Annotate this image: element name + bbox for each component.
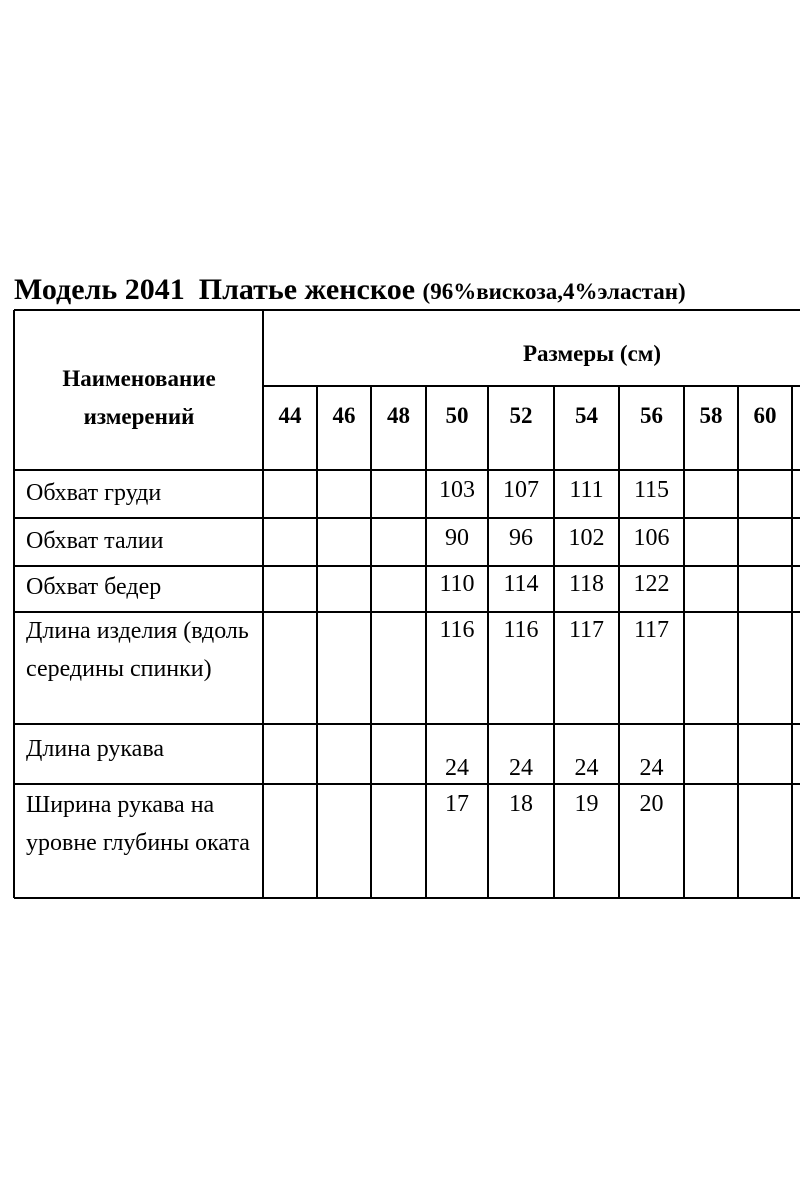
- measurement-value: 18: [509, 791, 533, 817]
- measurement-value: 24: [574, 755, 599, 781]
- measurement-value: 117: [633, 617, 670, 643]
- model-number: Модель 2041: [14, 273, 185, 306]
- measurement-name: Обхват талии: [26, 528, 164, 554]
- size-column-48: 48: [387, 403, 410, 428]
- measurement-value: 122: [633, 571, 670, 597]
- measurement-value: 116: [503, 617, 539, 643]
- measurement-value: 115: [633, 477, 670, 503]
- measurement-name: Обхват груди: [26, 480, 162, 506]
- page-title: [14, 272, 686, 310]
- product-name: Платье женское: [198, 273, 416, 306]
- measurement-name: Обхват бедер: [26, 574, 162, 600]
- size-column-60: 60: [753, 403, 777, 428]
- measurement-name: Длина рукава: [26, 736, 164, 762]
- size-column-46: 46: [332, 403, 356, 428]
- measurement-value: 102: [568, 525, 605, 551]
- size-column-border: [618, 386, 620, 898]
- size-column-border: [370, 386, 372, 898]
- size-column-44: 44: [278, 403, 302, 428]
- measurement-name: Ширина рукава на уровне глубины оката: [26, 792, 250, 856]
- measurement-value: 107: [503, 477, 539, 503]
- sizes-header: Размеры (см): [523, 341, 662, 366]
- size-column-border: [683, 386, 685, 898]
- name-column-border: [262, 310, 264, 898]
- size-column-border: [553, 386, 555, 898]
- size-column-58: 58: [699, 403, 723, 428]
- size-column-border: [487, 386, 489, 898]
- measurement-value: 103: [439, 477, 475, 503]
- measurement-name: Длина изделия (вдоль середины спинки): [26, 618, 249, 682]
- measurement-value: 17: [445, 791, 469, 817]
- size-column-border: [425, 386, 427, 898]
- measurement-name-header: Наименование измерений: [62, 366, 216, 429]
- measurement-value: 110: [439, 571, 475, 597]
- size-column-border: [737, 386, 739, 898]
- size-column-border: [316, 386, 318, 898]
- measurement-value: 20: [639, 791, 664, 817]
- fabric-composition: (96%вискоза,4%эластан): [422, 279, 686, 304]
- table-left-border: [13, 310, 15, 898]
- measurement-value: 24: [639, 755, 664, 781]
- measurement-value: 114: [503, 571, 539, 597]
- measurement-value: 118: [568, 571, 605, 597]
- size-table: [14, 310, 800, 898]
- measurement-value: 24: [509, 755, 533, 781]
- measurement-value: 117: [568, 617, 605, 643]
- measurement-value: 19: [574, 791, 599, 817]
- table-top-border: [14, 309, 800, 311]
- measurement-value: 106: [633, 525, 670, 551]
- size-column-50: 50: [445, 403, 469, 428]
- measurement-value: 96: [509, 525, 533, 551]
- size-column-border: [791, 386, 793, 898]
- size-column-52: 52: [509, 403, 533, 428]
- size-column-56: 56: [640, 403, 663, 428]
- sizes-subheader-border: [263, 385, 800, 387]
- measurement-value: 24: [445, 755, 469, 781]
- measurement-value: 116: [439, 617, 475, 643]
- size-column-54: 54: [575, 403, 598, 428]
- measurement-value: 111: [569, 477, 604, 503]
- measurement-value: 90: [445, 525, 469, 551]
